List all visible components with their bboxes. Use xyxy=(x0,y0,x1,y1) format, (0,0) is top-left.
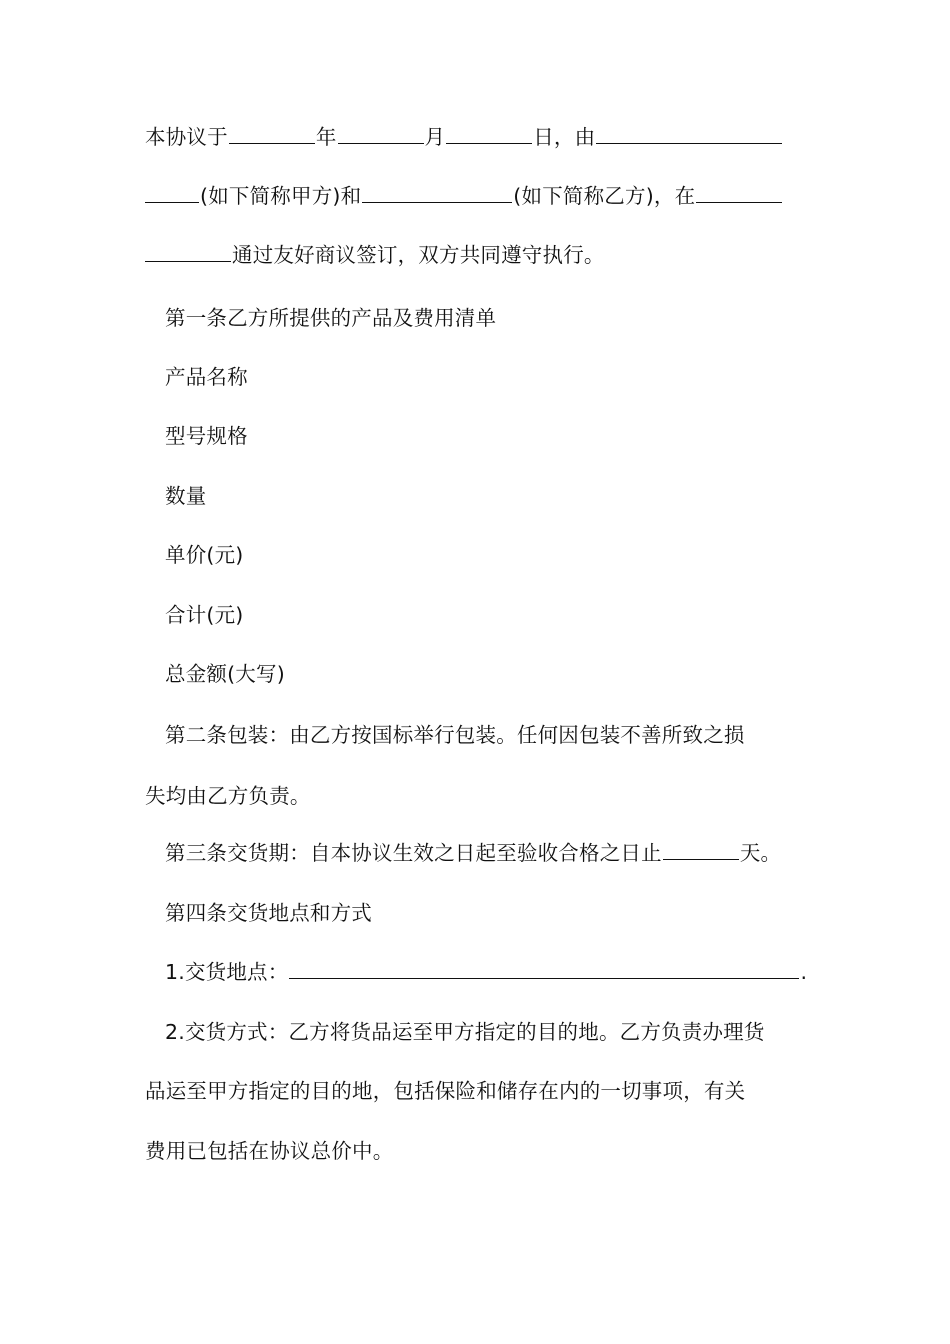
article-1-item-subtotal: 合计(元) xyxy=(165,603,244,627)
delivery-place-label: 1.交货地点： xyxy=(165,960,289,984)
article-1-item-total: 总金额(大写) xyxy=(165,662,285,686)
delivery-place-end: . xyxy=(800,960,808,984)
party-b-note: (如下简称乙方)，在 xyxy=(513,184,696,208)
year-blank[interactable] xyxy=(229,123,315,144)
intro-month: 月 xyxy=(424,125,446,149)
delivery-days-blank[interactable] xyxy=(663,839,739,860)
article-4-method-line-2: 品运至甲方指定的目的地，包括保险和储存在内的一切事项，有关 xyxy=(145,1079,746,1103)
article-1-item-unit-price: 单价(元) xyxy=(165,543,244,567)
article-4-place-line xyxy=(165,957,807,987)
day-blank[interactable] xyxy=(446,123,532,144)
article-1-item-quantity: 数量 xyxy=(165,484,207,508)
article-1-title: 第一条乙方所提供的产品及费用清单 xyxy=(165,306,497,330)
intro-day: 日，由 xyxy=(533,125,596,149)
article-4-title: 第四条交货地点和方式 xyxy=(165,901,372,925)
article-1-item-model: 型号规格 xyxy=(165,424,248,448)
location-blank-2[interactable] xyxy=(145,241,231,262)
intro-line-3 xyxy=(145,240,605,270)
article-3-text: 第三条交货期：自本协议生效之日起至验收合格之日止 xyxy=(165,841,662,865)
location-blank-1[interactable] xyxy=(696,182,782,203)
party-a-blank-1[interactable] xyxy=(596,123,782,144)
party-b-blank[interactable] xyxy=(362,182,512,203)
article-4-method-line-1: 2.交货方式：乙方将货品运至甲方指定的目的地。乙方负责办理货 xyxy=(165,1020,765,1044)
article-2-line-1: 第二条包装：由乙方按国标举行包装。任何因包装不善所致之损 xyxy=(165,723,745,747)
intro-text-start: 本协议于 xyxy=(145,125,228,149)
article-3-unit: 天。 xyxy=(739,841,782,865)
article-2-line-2: 失均由乙方负责。 xyxy=(145,784,311,808)
article-1-item-product-name: 产品名称 xyxy=(165,365,248,389)
article-4-method-line-3: 费用已包括在协议总价中。 xyxy=(145,1139,394,1163)
party-a-blank-2[interactable] xyxy=(145,182,199,203)
intro-closing: 通过友好商议签订，双方共同遵守执行。 xyxy=(232,243,605,267)
month-blank[interactable] xyxy=(338,123,424,144)
intro-year: 年 xyxy=(315,125,337,149)
delivery-place-blank[interactable] xyxy=(289,958,799,979)
intro-line-2 xyxy=(145,181,783,211)
party-a-note: (如下简称甲方)和 xyxy=(200,184,362,208)
article-3-line xyxy=(165,838,781,868)
intro-line-1 xyxy=(145,122,783,152)
